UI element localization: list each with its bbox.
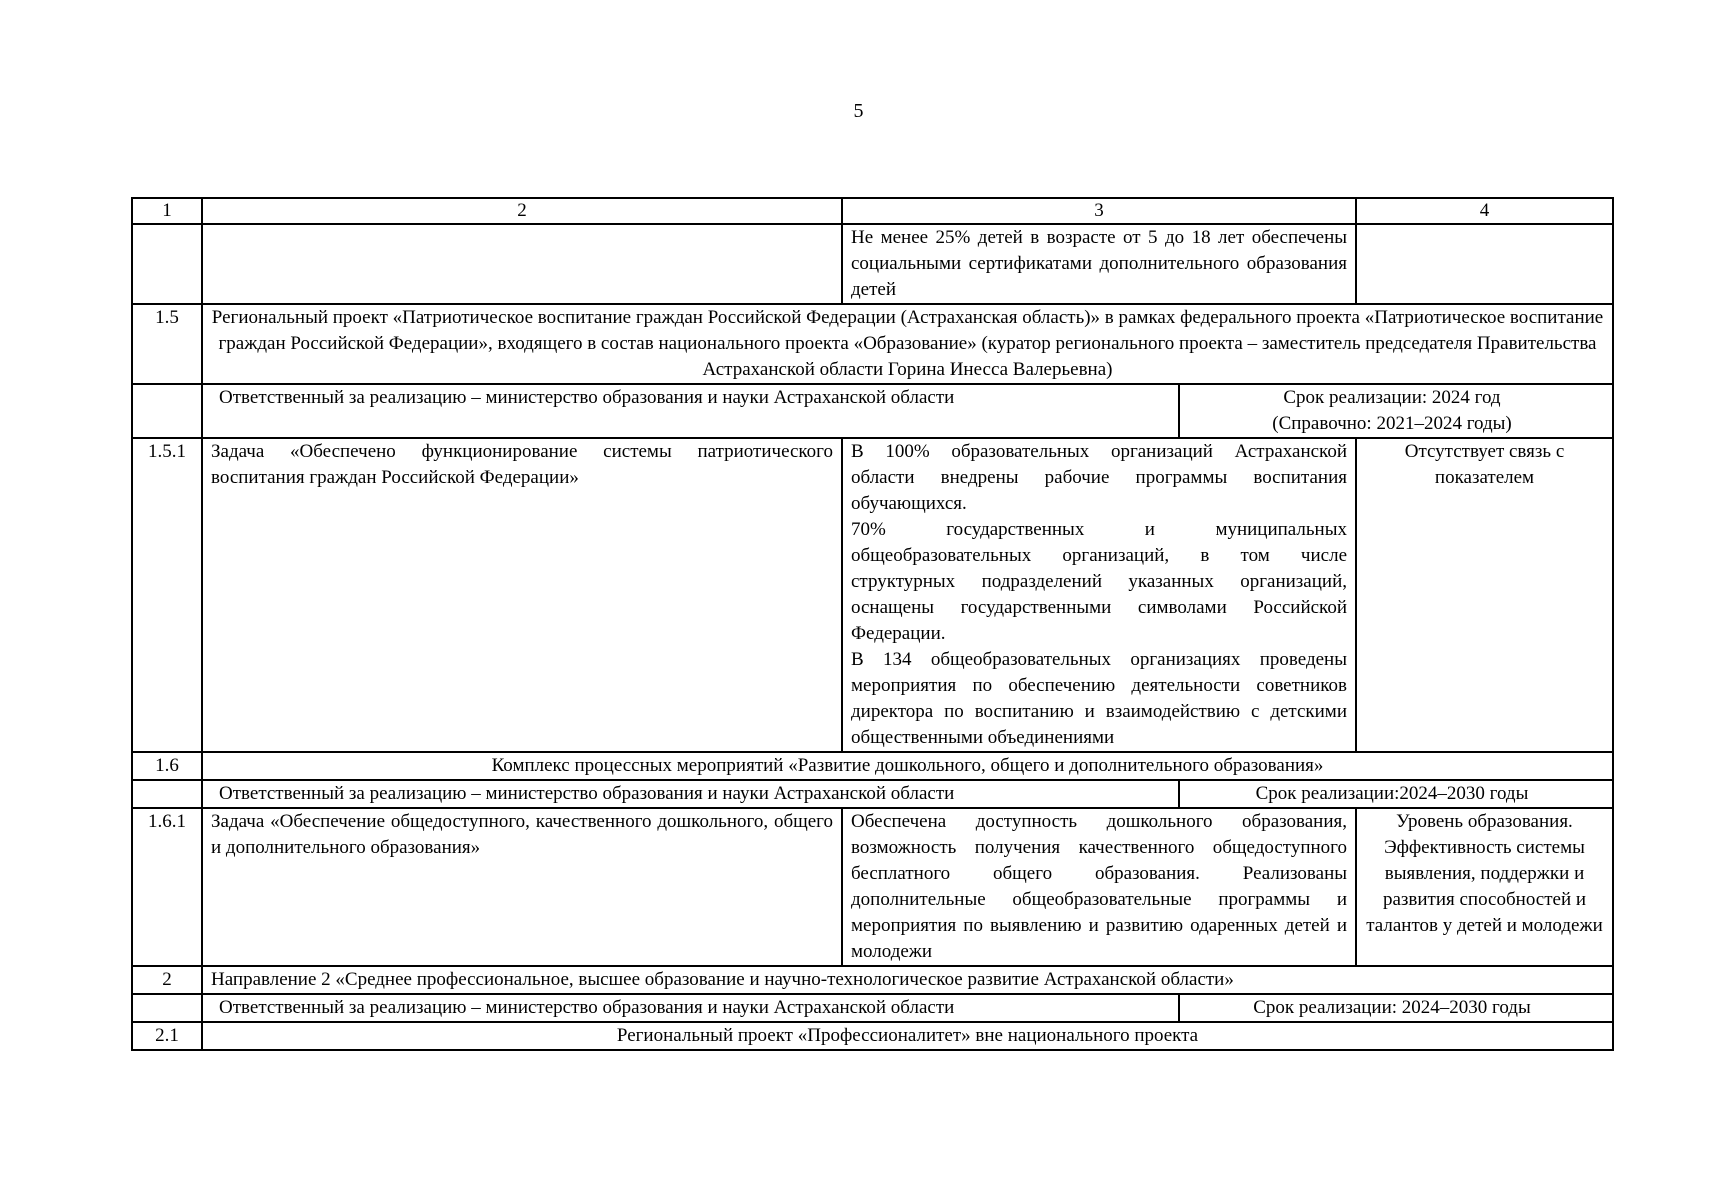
row-number	[132, 994, 202, 1022]
result-paragraph: В 134 общеобразовательных организациях проведены мероприятия по обеспечению деятельности советников директора по воспитанию и взаимодействию с детскими общественными объединениями	[851, 649, 1347, 748]
table-row	[132, 994, 1613, 1022]
row-indicator: Уровень образования. Эффективность системы выявления, поддержки и развития способностей и талантов у детей и молодежи	[1356, 808, 1613, 966]
table-row	[132, 780, 1613, 808]
table-row	[132, 304, 1613, 384]
header-col-2: 2	[202, 198, 842, 224]
row-number: 1.6	[132, 752, 202, 780]
row-result	[842, 438, 1356, 752]
page-number: 5	[853, 100, 864, 122]
result-paragraph: 70% государственных и муниципальных общеобразовательных организаций, в том числе структурных подразделений указанных организаций, оснащены государственными символами Российской Федерации.	[851, 519, 1347, 644]
header-col-3: 3	[842, 198, 1356, 224]
term-main: Срок реализации: 2024 год	[1283, 387, 1501, 408]
responsible-row	[202, 780, 1613, 808]
result-paragraph: В 100% образовательных организаций Астраханской области внедрены рабочие программы воспитания обучающихся.	[851, 441, 1347, 514]
responsible-text: Ответственный за реализацию – министерство образования и науки Астраханской области	[211, 995, 1179, 1021]
header-col-4: 4	[1356, 198, 1613, 224]
row-number	[132, 224, 202, 304]
project-title: Региональный проект «Патриотическое воспитание граждан Российской Федерации (Астраханская область)» в рамках федерального проекта «Патриотическое воспитание граждан Российской Федерации», входящего в состав национального проекта «Образование» (куратор регионального проекта – заместитель председателя Правительства Астраханской области Горина Инесса Валерьевна)	[202, 304, 1613, 384]
table-row	[132, 438, 1613, 752]
row-number: 1.5	[132, 304, 202, 384]
table-row	[132, 966, 1613, 994]
process-title: Комплекс процессных мероприятий «Развитие дошкольного, общего и дополнительного образования»	[202, 752, 1613, 780]
table-row	[132, 224, 1613, 304]
row-number: 2.1	[132, 1022, 202, 1050]
header-row	[132, 198, 1613, 224]
row-task	[202, 224, 842, 304]
row-indicator	[1356, 224, 1613, 304]
responsible-row	[202, 994, 1613, 1022]
header-col-1: 1	[132, 198, 202, 224]
term-text: Срок реализации: 2024–2030 годы	[1253, 997, 1531, 1018]
table-row	[132, 384, 1613, 438]
row-number	[132, 384, 202, 438]
table-row	[132, 1022, 1613, 1050]
plan-table	[131, 197, 1614, 1051]
row-number	[132, 780, 202, 808]
term-text	[1179, 385, 1604, 437]
row-result: Обеспечена доступность дошкольного образования, возможность получения качественного общедоступного бесплатного общего образования. Реализованы дополнительные общеобразовательные программы и мероприятия по выявлению и развитию одаренных детей и молодежи	[842, 808, 1356, 966]
table-row	[132, 808, 1613, 966]
table-row	[132, 752, 1613, 780]
responsible-row	[202, 384, 1613, 438]
row-indicator: Отсутствует связь с показателем	[1356, 438, 1613, 752]
row-task: Задача «Обеспечение общедоступного, качественного дошкольного, общего и дополнительного образования»	[202, 808, 842, 966]
term-note: (Справочно: 2021–2024 годы)	[1272, 413, 1512, 434]
direction-title: Направление 2 «Среднее профессиональное, высшее образование и научно-технологическое развитие Астраханской области»	[202, 966, 1613, 994]
row-result: Не менее 25% детей в возрасте от 5 до 18 лет обеспечены социальными сертификатами дополнительного образования детей	[842, 224, 1356, 304]
row-number: 1.5.1	[132, 438, 202, 752]
project-title: Региональный проект «Профессионалитет» вне национального проекта	[202, 1022, 1613, 1050]
term-text: Срок реализации:2024–2030 годы	[1255, 783, 1529, 804]
responsible-text: Ответственный за реализацию – министерство образования и науки Астраханской области	[211, 781, 1179, 807]
row-number: 2	[132, 966, 202, 994]
row-task: Задача «Обеспечено функционирование системы патриотического воспитания граждан Российской Федерации»	[202, 438, 842, 752]
row-number: 1.6.1	[132, 808, 202, 966]
responsible-text: Ответственный за реализацию – министерство образования и науки Астраханской области	[211, 385, 1179, 437]
